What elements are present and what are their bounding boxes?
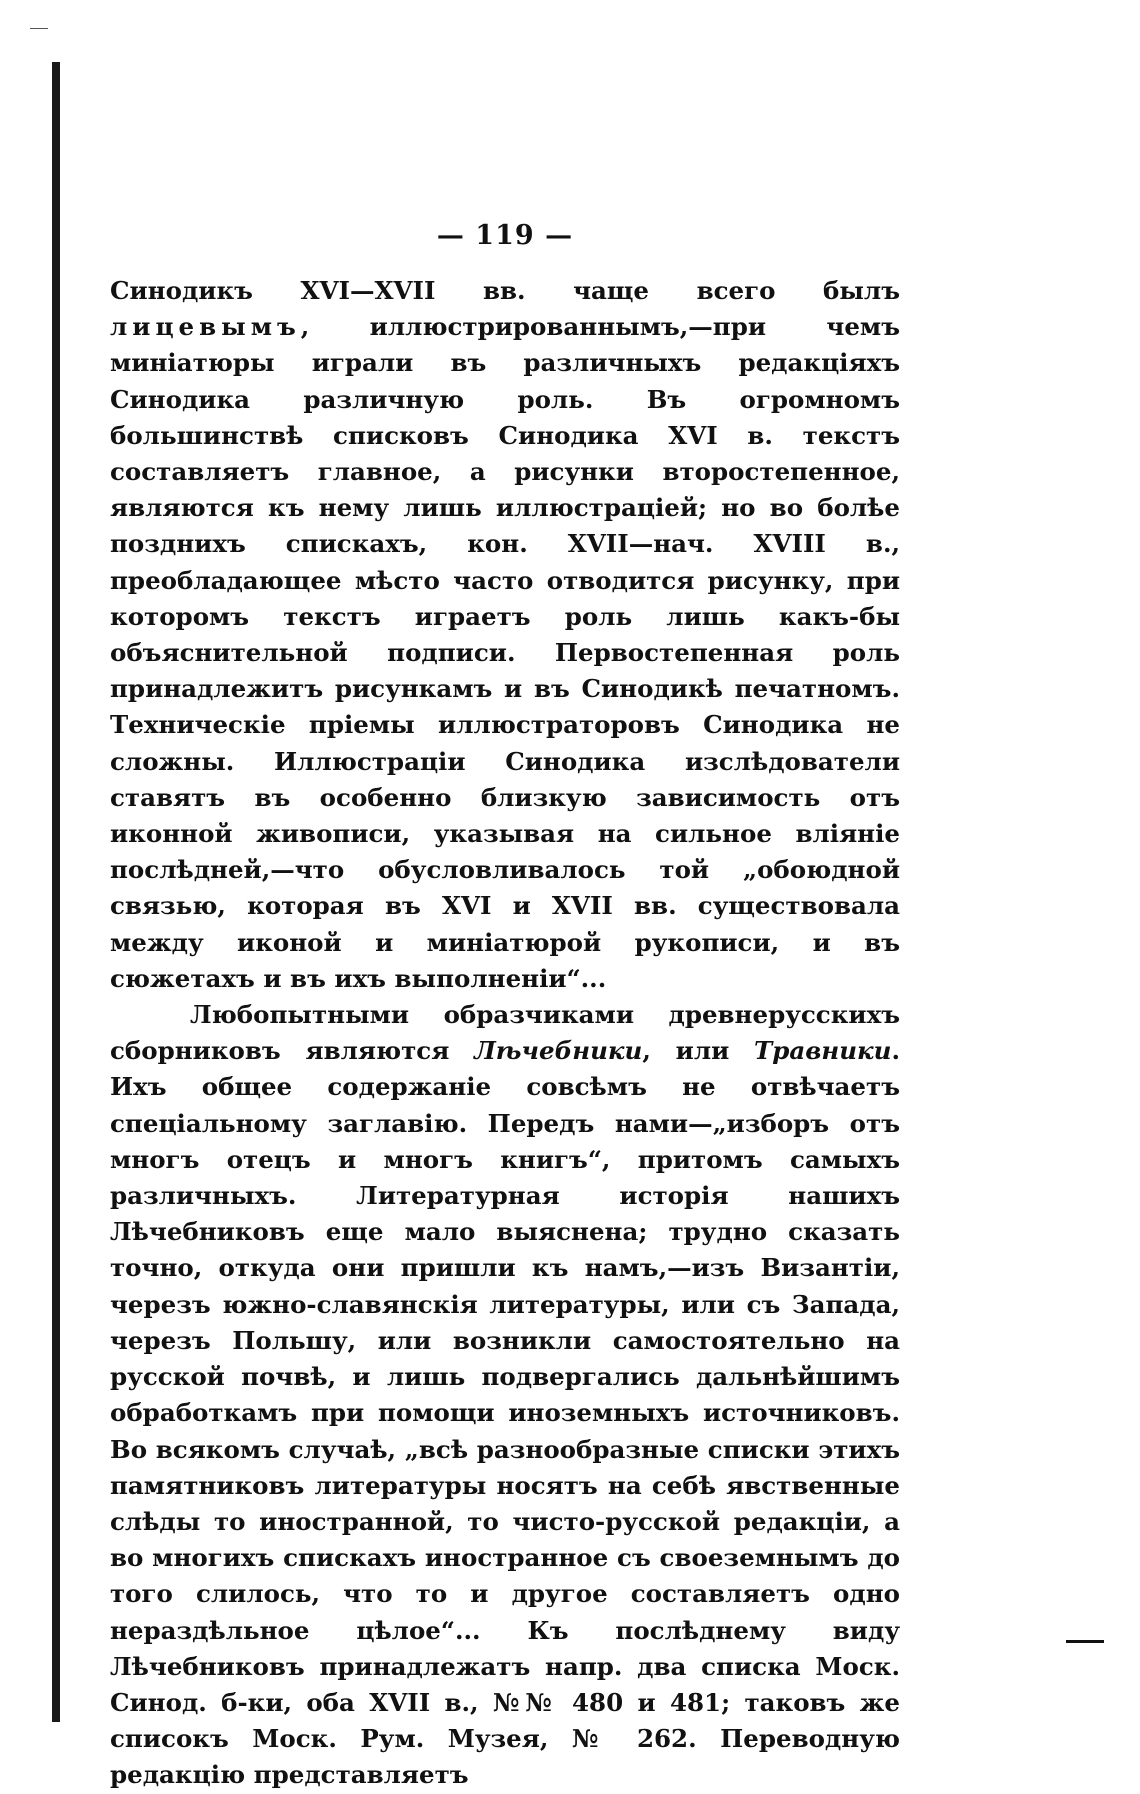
term-lechebniki: Лѣчебники [474, 1036, 643, 1066]
book-page [110, 220, 900, 1794]
emphasis-litsevym: лицевымъ [110, 312, 301, 342]
paragraph-synodik-start: Синодикъ XVI—XVII вв. чаще всего былъ [110, 276, 900, 305]
paragraph-lechebniki-mid: , или [642, 1036, 755, 1066]
scan-corner-mark [30, 28, 48, 29]
binding-edge [52, 62, 60, 1722]
margin-dash [1066, 1640, 1104, 1643]
paragraph-synodik-rest: , иллюстрированнымъ,—при чемъ миніатюры играли въ различныхъ редакціяхъ Синодика различную роль. Въ огромномъ большинствѣ списковъ Синодика XVI в. текстъ составляетъ главное, а рисунки второстепенное, являются къ нему лишь иллюстраціей; но во болѣе позднихъ спискахъ, кон. XVII—нач. XVIII в., преобладающее мѣсто часто отводится рисунку, при которомъ текстъ играетъ роль лишь какъ-бы объяснительной подписи. Первостепенная роль принадлежитъ рисункамъ и въ Синодикѣ печатномъ. Техническіе пріемы иллюстраторовъ Синодика не сложны. Иллюстраціи Синодика изслѣдователи ставятъ въ особенно близкую зависимость отъ иконной живописи, указывая на сильное вліяніе послѣдней,—что обусловливалось той „обоюдной связью, которая въ XVI и XVII вв. существовала между иконой и миніатюрой рукописи, и въ сюжетахъ и въ ихъ выполненіи“... [110, 312, 900, 993]
term-travniki: Травники [754, 1036, 892, 1066]
paragraph-lechebniki-start: Любопытными образчиками древнерусскихъ сборниковъ являются [110, 1000, 900, 1066]
paragraph-lechebniki [110, 997, 900, 1793]
body-text [110, 273, 900, 1794]
paragraph-lechebniki-rest: . Ихъ общее содержаніе совсѣмъ не отвѣчаетъ спеціальному заглавію. Передъ нами—„изборъ отъ многъ отецъ и многъ книгъ“, притомъ самыхъ различныхъ. Литературная исторія нашихъ Лѣчебниковъ еще мало выяснена; трудно сказать точно, откуда они пришли къ намъ,—изъ Византіи, черезъ южно-славянскія литературы, или съ Запада, черезъ Польшу, или возникли самостоятельно на русской почвѣ, и лишь подвергались дальнѣйшимъ обработкамъ при помощи иноземныхъ источниковъ. Во всякомъ случаѣ, „всѣ разнообразные списки этихъ памятниковъ литературы носятъ на себѣ явственные слѣды то иностранной, то чисто-русской редакціи, а во многихъ спискахъ иностранное съ своеземнымъ до того слилось, что то и другое составляетъ одно нераздѣльное цѣлое“... Къ послѣднему виду Лѣчебниковъ принадлежатъ напр. два списка Моск. Синод. б-ки, оба XVII в., №№ 480 и 481; таковъ же списокъ Моск. Рум. Музея, № 262. Переводную редакцію представляетъ [110, 1036, 900, 1790]
paragraph-synodik [110, 273, 900, 997]
page-number: — 119 — [436, 220, 574, 251]
